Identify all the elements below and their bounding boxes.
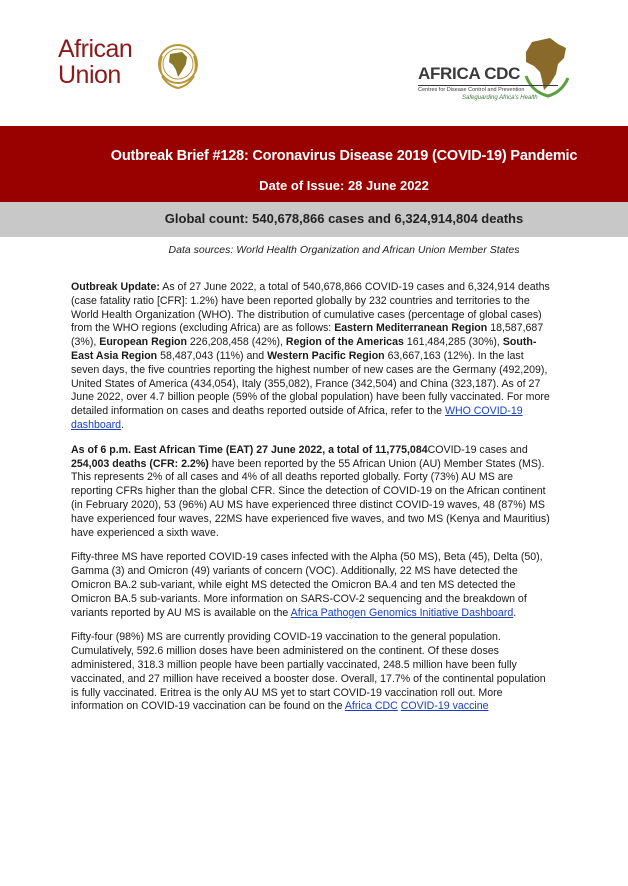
global-count: Global count: 540,678,866 cases and 6,324,914,804 deaths (164, 211, 524, 226)
brief-content (71, 281, 551, 725)
page-header (0, 0, 628, 126)
pathogen-genomics-dashboard-link[interactable]: Africa Pathogen Genomics Initiative Dashboard (290, 606, 514, 619)
who-dashboard-link[interactable]: WHO COVID-19 dashboard (71, 405, 523, 431)
title-band (0, 126, 628, 202)
brief-title: Outbreak Brief #128: Coronavirus Disease 2019 (COVID-19) Pandemic (110, 148, 578, 164)
cdc-tagline: Safeguarding Africa's Health (462, 95, 538, 101)
africa-cdc-logo (410, 36, 590, 106)
africa-cdc-link[interactable]: Africa CDC (344, 700, 398, 713)
date-of-issue: Date of Issue: 28 June 2022 (259, 178, 429, 193)
data-sources: Data sources: World Health Organization and African Union Member States (168, 244, 520, 256)
covid-vaccine-link[interactable]: COVID-19 vaccine (400, 700, 489, 713)
african-union-logo (58, 36, 208, 96)
africa-cases-paragraph: As of 6 p.m. East African Time (EAT) 27 June 2022, a total of 11,775,084COVID-19 cases and 254,003 deaths (CFR: 2.2%) have been reported by the 55 African Union (AU) Member States (MS). This represents 2% of all cases and 4% of all deaths reported globally. Forty (73%) AU MS are reporting CFRs higher than the global CFR. Since the detection of COVID-19 on the African continent (in February 2020), 53 (96%) AU MS have experienced three distinct COVID-19 waves, 48 (87%) MS have experienced four waves, 22MS have experienced five waves, and two MS (Kenya and Mauritius) have experienced a sixth wave. (71, 443, 550, 539)
au-emblem-icon (156, 40, 200, 92)
cdc-title: AFRICA CDC (418, 64, 521, 83)
vaccination-paragraph: Fifty-four (98%) MS are currently providing COVID-19 vaccination to the general population. Cumulatively, 592.6 million doses have been administered on the continent. Of these doses administered, 318.3 million people have been partially vaccinated, 248.5 million have been fully vaccinated, and 27 million have received a booster dose. Overall, 17.7% of the continental population is fully vaccinated. Eritrea is the only AU MS yet to start COVID-19 vaccination roll out. More information on COVID-19 vaccination can be found on the Africa CDC COVID-19 vaccine (71, 631, 546, 713)
au-logo-line2: Union (58, 61, 121, 89)
au-logo-line1: African (58, 35, 133, 63)
variants-paragraph: Fifty-three MS have reported COVID-19 cases infected with the Alpha (50 MS), Beta (45), Delta (50), Gamma (3) and Omicron (49) variants of concern (VOC). Additionally, 22 MS have detected the Omicron BA.2 sub-variant, while eight MS detected the Omicron BA.4 and ten MS detected the Omicron BA.5 sub-variants. More information on SARS-COV-2 sequencing and the breakdown of variants reported by AU MS is available on the Africa Pathogen Genomics Initiative Dashboard. (71, 551, 543, 619)
outbreak-update-paragraph: Outbreak Update: As of 27 June 2022, a total of 540,678,866 COVID-19 cases and 6,324,914 deaths (case fatality ratio [CFR]: 1.2%) have been reported globally by 232 countries and territories to the World Health Organization (WHO). The distribution of cumulative cases (percentage of global cases) from the WHO regions (excluding Africa) are as follows: Eastern Mediterranean Region 18,587,687 (3%), European Region 226,208,458 (42%), Region of the Americas 161,484,285 (30%), South-East Asia Region 58,487,043 (11%) and Western Pacific Region 63,667,163 (12%). In the last seven days, the five countries reporting the highest number of new cases are the Germany (492,209), United States of America (434,054), Italy (355,082), France (342,504) and China (323,187). As of 27 June 2022, over 4.7 billion people (59% of the global population) have been fully vaccinated. For more detailed information on cases and deaths reported outside of Africa, refer to the WHO COVID-19 dashboard. (71, 281, 550, 431)
cdc-subtitle: Centres for Disease Control and Prevention (418, 85, 558, 93)
global-count-band (0, 202, 628, 237)
